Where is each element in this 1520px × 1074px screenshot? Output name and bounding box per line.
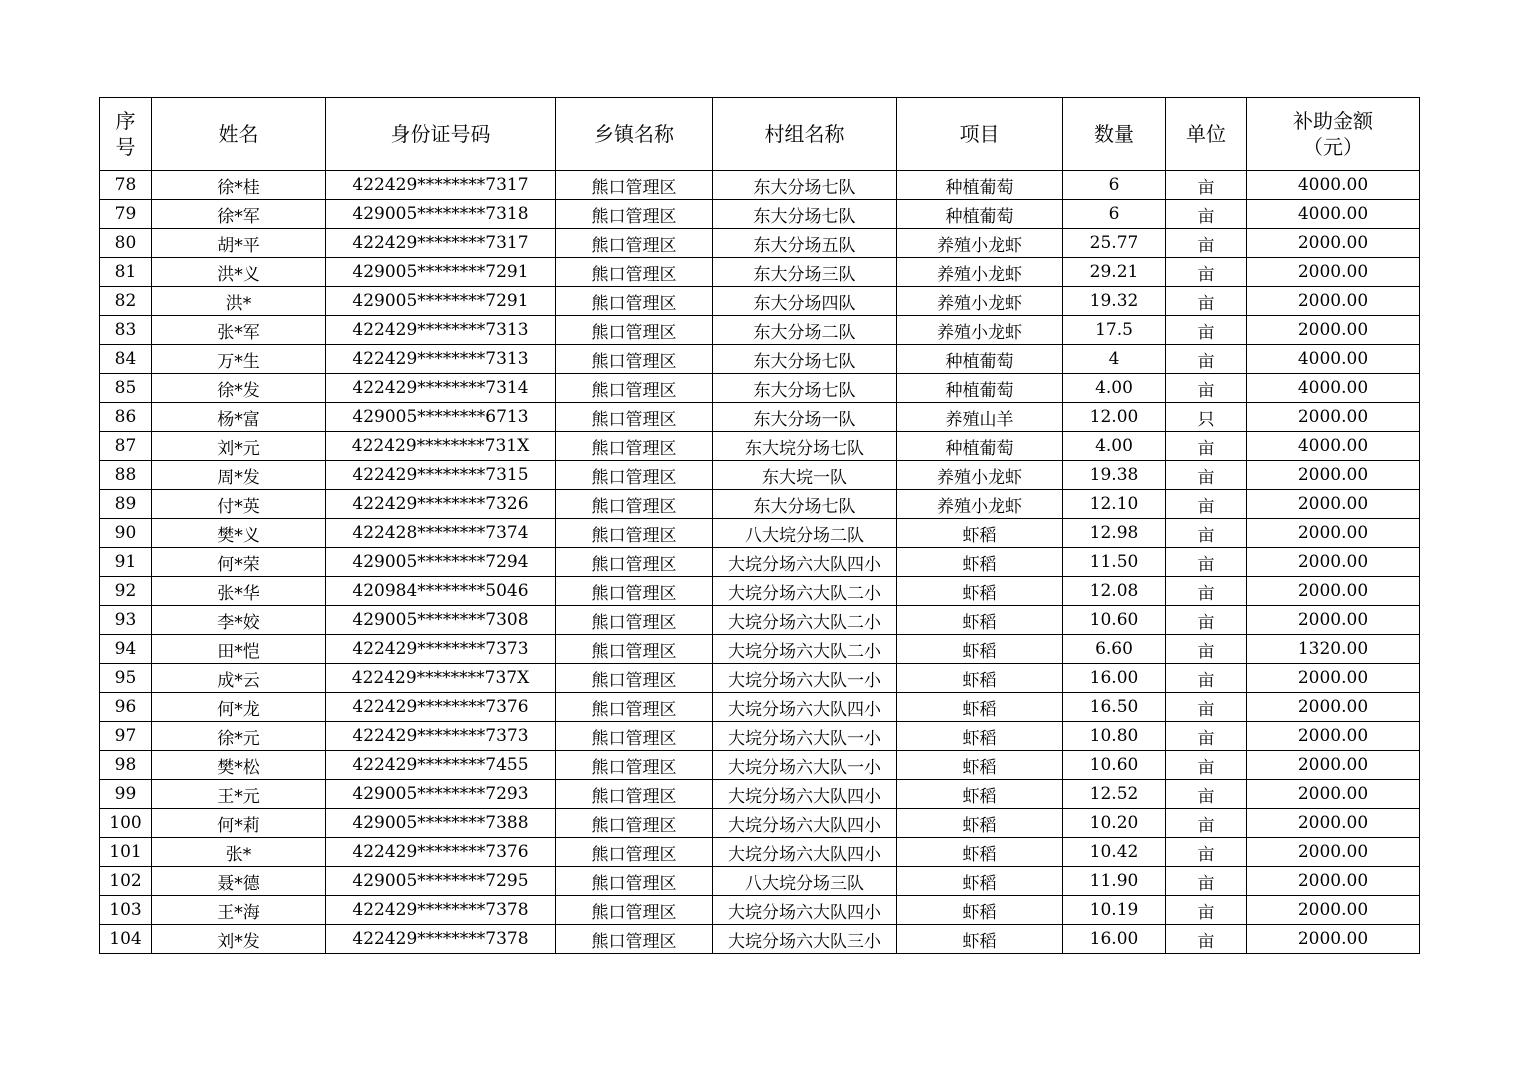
- cell-name: 付*英: [152, 490, 326, 519]
- cell-town: 熊口管理区: [556, 432, 713, 461]
- cell-village: 东大分场一队: [713, 403, 897, 432]
- cell-project: 种植葡萄: [897, 200, 1063, 229]
- cell-town: 熊口管理区: [556, 403, 713, 432]
- table-row: [100, 345, 1420, 374]
- cell-amount: 4000.00: [1247, 432, 1420, 461]
- cell-village: 大垸分场六大队四小: [713, 896, 897, 925]
- cell-village: 大垸分场六大队一小: [713, 751, 897, 780]
- cell-amount: 2000.00: [1247, 867, 1420, 896]
- cell-id: 420984********5046: [326, 577, 556, 606]
- cell-seq: 102: [100, 867, 152, 896]
- cell-project: 虾稻: [897, 751, 1063, 780]
- subsidy-table: [99, 97, 1420, 954]
- cell-amount: 4000.00: [1247, 374, 1420, 403]
- cell-name: 田*恺: [152, 635, 326, 664]
- cell-qty: 29.21: [1063, 258, 1166, 287]
- table-row: [100, 867, 1420, 896]
- table-row: [100, 229, 1420, 258]
- table-row: [100, 200, 1420, 229]
- cell-unit: 亩: [1166, 432, 1247, 461]
- cell-unit: 亩: [1166, 722, 1247, 751]
- cell-project: 养殖山羊: [897, 403, 1063, 432]
- cell-name: 聂*德: [152, 867, 326, 896]
- cell-project: 虾稻: [897, 867, 1063, 896]
- cell-name: 樊*松: [152, 751, 326, 780]
- cell-qty: 4.00: [1063, 432, 1166, 461]
- cell-id: 422429********731X: [326, 432, 556, 461]
- cell-village: 八大垸分场二队: [713, 519, 897, 548]
- cell-village: 东大分场七队: [713, 490, 897, 519]
- header-village: 村组名称: [713, 98, 897, 171]
- cell-town: 熊口管理区: [556, 258, 713, 287]
- cell-id: 422429********7314: [326, 374, 556, 403]
- table-row: [100, 896, 1420, 925]
- cell-amount: 2000.00: [1247, 519, 1420, 548]
- cell-qty: 12.08: [1063, 577, 1166, 606]
- cell-qty: 4: [1063, 345, 1166, 374]
- cell-village: 大垸分场六大队一小: [713, 664, 897, 693]
- cell-id: 422429********7315: [326, 461, 556, 490]
- cell-town: 熊口管理区: [556, 693, 713, 722]
- cell-amount: 2000.00: [1247, 809, 1420, 838]
- cell-town: 熊口管理区: [556, 345, 713, 374]
- header-seq: 序号: [100, 98, 152, 171]
- cell-unit: 亩: [1166, 229, 1247, 258]
- cell-seq: 100: [100, 809, 152, 838]
- cell-village: 东大分场四队: [713, 287, 897, 316]
- cell-id: 422429********7373: [326, 722, 556, 751]
- cell-id: 429005********7388: [326, 809, 556, 838]
- cell-project: 种植葡萄: [897, 345, 1063, 374]
- cell-amount: 2000.00: [1247, 693, 1420, 722]
- cell-id: 429005********7308: [326, 606, 556, 635]
- cell-id: 422429********7317: [326, 171, 556, 200]
- cell-amount: 2000.00: [1247, 780, 1420, 809]
- table-row: [100, 287, 1420, 316]
- cell-seq: 84: [100, 345, 152, 374]
- cell-town: 熊口管理区: [556, 896, 713, 925]
- cell-qty: 10.80: [1063, 722, 1166, 751]
- cell-unit: 亩: [1166, 258, 1247, 287]
- cell-village: 大垸分场六大队四小: [713, 693, 897, 722]
- cell-qty: 11.50: [1063, 548, 1166, 577]
- cell-qty: 6.60: [1063, 635, 1166, 664]
- cell-name: 徐*发: [152, 374, 326, 403]
- cell-id: 422429********7455: [326, 751, 556, 780]
- cell-village: 东大分场七队: [713, 374, 897, 403]
- cell-qty: 16.00: [1063, 925, 1166, 954]
- cell-id: 429005********7291: [326, 258, 556, 287]
- table-row: [100, 635, 1420, 664]
- header-unit: 单位: [1166, 98, 1247, 171]
- cell-amount: 2000.00: [1247, 664, 1420, 693]
- cell-id: 429005********6713: [326, 403, 556, 432]
- cell-amount: 2000.00: [1247, 722, 1420, 751]
- table-row: [100, 258, 1420, 287]
- cell-amount: 2000.00: [1247, 925, 1420, 954]
- cell-id: 422429********7378: [326, 896, 556, 925]
- table-row: [100, 432, 1420, 461]
- cell-unit: 亩: [1166, 548, 1247, 577]
- cell-name: 何*龙: [152, 693, 326, 722]
- cell-unit: 亩: [1166, 316, 1247, 345]
- cell-unit: 亩: [1166, 838, 1247, 867]
- cell-qty: 12.10: [1063, 490, 1166, 519]
- cell-name: 何*荣: [152, 548, 326, 577]
- cell-name: 徐*桂: [152, 171, 326, 200]
- cell-seq: 95: [100, 664, 152, 693]
- cell-project: 养殖小龙虾: [897, 287, 1063, 316]
- table-row: [100, 780, 1420, 809]
- cell-village: 大垸分场六大队三小: [713, 925, 897, 954]
- cell-seq: 89: [100, 490, 152, 519]
- cell-name: 刘*元: [152, 432, 326, 461]
- cell-amount: 1320.00: [1247, 635, 1420, 664]
- cell-unit: 亩: [1166, 809, 1247, 838]
- table-row: [100, 693, 1420, 722]
- cell-village: 东大分场二队: [713, 316, 897, 345]
- cell-unit: 亩: [1166, 664, 1247, 693]
- cell-name: 王*海: [152, 896, 326, 925]
- table-row: [100, 751, 1420, 780]
- cell-amount: 2000.00: [1247, 403, 1420, 432]
- cell-unit: 亩: [1166, 200, 1247, 229]
- header-id: 身份证号码: [326, 98, 556, 171]
- cell-name: 杨*富: [152, 403, 326, 432]
- cell-amount: 2000.00: [1247, 838, 1420, 867]
- cell-amount: 2000.00: [1247, 461, 1420, 490]
- cell-qty: 6: [1063, 200, 1166, 229]
- table-row: [100, 664, 1420, 693]
- table-row: [100, 838, 1420, 867]
- cell-id: 422429********7376: [326, 693, 556, 722]
- header-qty: 数量: [1063, 98, 1166, 171]
- table-row: [100, 577, 1420, 606]
- cell-project: 虾稻: [897, 606, 1063, 635]
- cell-village: 东大分场五队: [713, 229, 897, 258]
- cell-amount: 2000.00: [1247, 316, 1420, 345]
- cell-amount: 2000.00: [1247, 548, 1420, 577]
- cell-seq: 98: [100, 751, 152, 780]
- cell-seq: 80: [100, 229, 152, 258]
- cell-amount: 2000.00: [1247, 490, 1420, 519]
- table-row: [100, 490, 1420, 519]
- cell-unit: 亩: [1166, 925, 1247, 954]
- cell-seq: 81: [100, 258, 152, 287]
- cell-project: 虾稻: [897, 693, 1063, 722]
- cell-unit: 亩: [1166, 519, 1247, 548]
- cell-town: 熊口管理区: [556, 664, 713, 693]
- cell-name: 万*生: [152, 345, 326, 374]
- cell-id: 422428********7374: [326, 519, 556, 548]
- cell-seq: 99: [100, 780, 152, 809]
- cell-project: 虾稻: [897, 519, 1063, 548]
- cell-project: 种植葡萄: [897, 374, 1063, 403]
- cell-village: 东大垸一队: [713, 461, 897, 490]
- header-name: 姓名: [152, 98, 326, 171]
- cell-project: 虾稻: [897, 577, 1063, 606]
- cell-amount: 2000.00: [1247, 229, 1420, 258]
- cell-seq: 101: [100, 838, 152, 867]
- cell-name: 樊*义: [152, 519, 326, 548]
- cell-town: 熊口管理区: [556, 171, 713, 200]
- cell-seq: 104: [100, 925, 152, 954]
- cell-unit: 亩: [1166, 635, 1247, 664]
- cell-project: 养殖小龙虾: [897, 316, 1063, 345]
- cell-qty: 17.5: [1063, 316, 1166, 345]
- cell-town: 熊口管理区: [556, 287, 713, 316]
- cell-amount: 2000.00: [1247, 896, 1420, 925]
- cell-town: 熊口管理区: [556, 374, 713, 403]
- cell-amount: 4000.00: [1247, 171, 1420, 200]
- cell-qty: 19.38: [1063, 461, 1166, 490]
- table-row: [100, 809, 1420, 838]
- cell-qty: 16.50: [1063, 693, 1166, 722]
- cell-town: 熊口管理区: [556, 722, 713, 751]
- cell-id: 422429********7378: [326, 925, 556, 954]
- cell-amount: 2000.00: [1247, 258, 1420, 287]
- cell-seq: 103: [100, 896, 152, 925]
- cell-id: 422429********7317: [326, 229, 556, 258]
- table-row: [100, 606, 1420, 635]
- cell-town: 熊口管理区: [556, 809, 713, 838]
- cell-qty: 19.32: [1063, 287, 1166, 316]
- cell-id: 429005********7291: [326, 287, 556, 316]
- cell-qty: 6: [1063, 171, 1166, 200]
- cell-name: 徐*军: [152, 200, 326, 229]
- cell-id: 429005********7295: [326, 867, 556, 896]
- cell-village: 大垸分场六大队四小: [713, 548, 897, 577]
- cell-amount: 2000.00: [1247, 606, 1420, 635]
- cell-amount: 2000.00: [1247, 751, 1420, 780]
- cell-seq: 92: [100, 577, 152, 606]
- cell-town: 熊口管理区: [556, 751, 713, 780]
- cell-town: 熊口管理区: [556, 200, 713, 229]
- header-town: 乡镇名称: [556, 98, 713, 171]
- cell-id: 422429********7313: [326, 345, 556, 374]
- cell-name: 洪*: [152, 287, 326, 316]
- cell-seq: 82: [100, 287, 152, 316]
- table-row: [100, 548, 1420, 577]
- cell-qty: 11.90: [1063, 867, 1166, 896]
- cell-seq: 90: [100, 519, 152, 548]
- cell-seq: 97: [100, 722, 152, 751]
- table-row: [100, 403, 1420, 432]
- cell-qty: 4.00: [1063, 374, 1166, 403]
- cell-town: 熊口管理区: [556, 548, 713, 577]
- cell-unit: 亩: [1166, 751, 1247, 780]
- cell-seq: 78: [100, 171, 152, 200]
- cell-project: 虾稻: [897, 664, 1063, 693]
- cell-unit: 亩: [1166, 171, 1247, 200]
- cell-town: 熊口管理区: [556, 316, 713, 345]
- cell-unit: 亩: [1166, 490, 1247, 519]
- cell-id: 422429********7373: [326, 635, 556, 664]
- cell-id: 422429********7376: [326, 838, 556, 867]
- table-row: [100, 925, 1420, 954]
- cell-seq: 88: [100, 461, 152, 490]
- cell-town: 熊口管理区: [556, 606, 713, 635]
- cell-seq: 83: [100, 316, 152, 345]
- cell-town: 熊口管理区: [556, 577, 713, 606]
- cell-id: 429005********7293: [326, 780, 556, 809]
- cell-town: 熊口管理区: [556, 461, 713, 490]
- cell-town: 熊口管理区: [556, 867, 713, 896]
- cell-qty: 12.98: [1063, 519, 1166, 548]
- cell-id: 429005********7318: [326, 200, 556, 229]
- cell-village: 东大分场七队: [713, 345, 897, 374]
- cell-id: 429005********7294: [326, 548, 556, 577]
- cell-amount: 4000.00: [1247, 345, 1420, 374]
- cell-qty: 10.60: [1063, 751, 1166, 780]
- cell-amount: 2000.00: [1247, 577, 1420, 606]
- cell-unit: 亩: [1166, 606, 1247, 635]
- cell-unit: 亩: [1166, 780, 1247, 809]
- cell-name: 李*姣: [152, 606, 326, 635]
- cell-project: 虾稻: [897, 722, 1063, 751]
- cell-village: 东大分场七队: [713, 171, 897, 200]
- header-amount: 补助金额（元）: [1247, 98, 1420, 171]
- cell-unit: 亩: [1166, 287, 1247, 316]
- cell-unit: 只: [1166, 403, 1247, 432]
- cell-qty: 16.00: [1063, 664, 1166, 693]
- cell-id: 422429********7326: [326, 490, 556, 519]
- table-row: [100, 519, 1420, 548]
- cell-project: 种植葡萄: [897, 171, 1063, 200]
- table-row: [100, 722, 1420, 751]
- cell-qty: 25.77: [1063, 229, 1166, 258]
- cell-id: 422429********737X: [326, 664, 556, 693]
- cell-unit: 亩: [1166, 867, 1247, 896]
- cell-amount: 4000.00: [1247, 200, 1420, 229]
- cell-unit: 亩: [1166, 577, 1247, 606]
- table-row: [100, 374, 1420, 403]
- cell-village: 东大分场三队: [713, 258, 897, 287]
- table-row: [100, 316, 1420, 345]
- cell-town: 熊口管理区: [556, 925, 713, 954]
- cell-village: 八大垸分场三队: [713, 867, 897, 896]
- cell-project: 虾稻: [897, 780, 1063, 809]
- cell-village: 大垸分场六大队一小: [713, 722, 897, 751]
- cell-seq: 96: [100, 693, 152, 722]
- cell-name: 洪*义: [152, 258, 326, 287]
- cell-seq: 93: [100, 606, 152, 635]
- cell-seq: 87: [100, 432, 152, 461]
- cell-unit: 亩: [1166, 345, 1247, 374]
- cell-village: 东大垸分场七队: [713, 432, 897, 461]
- cell-name: 胡*平: [152, 229, 326, 258]
- cell-town: 熊口管理区: [556, 229, 713, 258]
- cell-town: 熊口管理区: [556, 519, 713, 548]
- cell-project: 虾稻: [897, 838, 1063, 867]
- cell-village: 大垸分场六大队四小: [713, 780, 897, 809]
- cell-name: 张*军: [152, 316, 326, 345]
- table-body: [100, 171, 1420, 954]
- cell-project: 种植葡萄: [897, 432, 1063, 461]
- cell-qty: 12.00: [1063, 403, 1166, 432]
- cell-project: 养殖小龙虾: [897, 258, 1063, 287]
- cell-seq: 94: [100, 635, 152, 664]
- cell-unit: 亩: [1166, 461, 1247, 490]
- cell-village: 大垸分场六大队二小: [713, 606, 897, 635]
- cell-project: 养殖小龙虾: [897, 229, 1063, 258]
- cell-village: 东大分场七队: [713, 200, 897, 229]
- cell-town: 熊口管理区: [556, 838, 713, 867]
- cell-project: 虾稻: [897, 925, 1063, 954]
- cell-project: 养殖小龙虾: [897, 461, 1063, 490]
- cell-qty: 10.42: [1063, 838, 1166, 867]
- cell-village: 大垸分场六大队四小: [713, 809, 897, 838]
- cell-village: 大垸分场六大队二小: [713, 635, 897, 664]
- cell-amount: 2000.00: [1247, 287, 1420, 316]
- cell-village: 大垸分场六大队二小: [713, 577, 897, 606]
- cell-town: 熊口管理区: [556, 635, 713, 664]
- cell-project: 虾稻: [897, 896, 1063, 925]
- cell-village: 大垸分场六大队四小: [713, 838, 897, 867]
- cell-seq: 91: [100, 548, 152, 577]
- cell-name: 王*元: [152, 780, 326, 809]
- cell-name: 何*莉: [152, 809, 326, 838]
- cell-project: 虾稻: [897, 809, 1063, 838]
- cell-name: 成*云: [152, 664, 326, 693]
- header-row: [100, 98, 1420, 171]
- cell-name: 张*华: [152, 577, 326, 606]
- cell-seq: 86: [100, 403, 152, 432]
- cell-name: 周*发: [152, 461, 326, 490]
- cell-town: 熊口管理区: [556, 490, 713, 519]
- table-row: [100, 461, 1420, 490]
- cell-unit: 亩: [1166, 693, 1247, 722]
- cell-id: 422429********7313: [326, 316, 556, 345]
- cell-qty: 10.19: [1063, 896, 1166, 925]
- cell-seq: 79: [100, 200, 152, 229]
- cell-name: 徐*元: [152, 722, 326, 751]
- cell-qty: 10.60: [1063, 606, 1166, 635]
- cell-unit: 亩: [1166, 374, 1247, 403]
- cell-name: 刘*发: [152, 925, 326, 954]
- cell-qty: 12.52: [1063, 780, 1166, 809]
- cell-town: 熊口管理区: [556, 780, 713, 809]
- cell-project: 养殖小龙虾: [897, 490, 1063, 519]
- cell-project: 虾稻: [897, 635, 1063, 664]
- cell-seq: 85: [100, 374, 152, 403]
- cell-project: 虾稻: [897, 548, 1063, 577]
- cell-unit: 亩: [1166, 896, 1247, 925]
- table-row: [100, 171, 1420, 200]
- cell-name: 张*: [152, 838, 326, 867]
- header-project: 项目: [897, 98, 1063, 171]
- cell-qty: 10.20: [1063, 809, 1166, 838]
